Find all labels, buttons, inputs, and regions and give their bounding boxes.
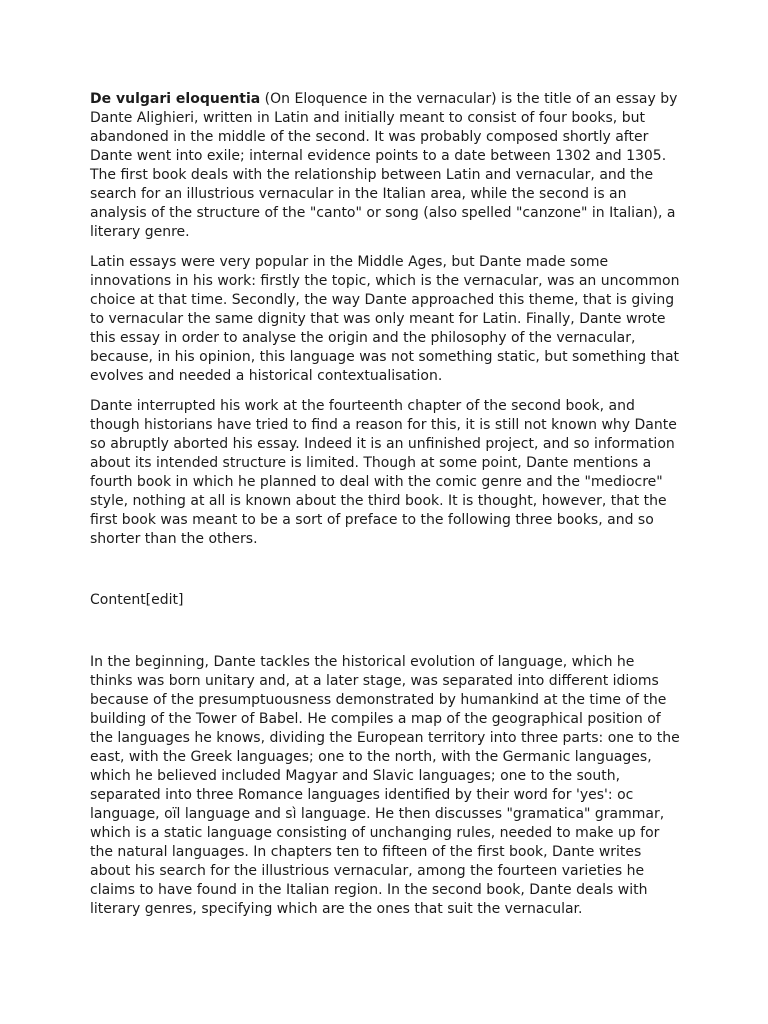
intro-title: De vulgari eloquentia — [90, 91, 261, 107]
document-page — [90, 90, 680, 930]
paragraph-unfinished: Dante interrupted his work at the fourteenth chapter of the second book, and though historians have tried to find a reason for this, it is still not known why Dante so abruptly aborted his essay. Indeed it is an unfinished project, and so information about its intended structure is limited. Though at some point, Dante mentions a fourth book in which he planned to deal with the comic genre and the "mediocre" style, nothing at all is known about the third book. It is thought, however, that the first book was meant to be a sort of preface to the following three books, and so shorter than the others. — [90, 398, 677, 547]
intro-paragraph — [90, 90, 680, 242]
paragraph-innovations: Latin essays were very popular in the Middle Ages, but Dante made some innovations in his work: firstly the topic, which is the vernacular, was an uncommon choice at that time. Secondly, the way Dante approached this theme, that is giving to vernacular the same dignity that was only meant for Latin. Finally, Dante wrote this essay in order to analyse the origin and the philosophy of the vernacular, because, in his opinion, this language was not something static, but something that evolves and needed a historical contextualisation. — [90, 254, 680, 384]
section-heading-content: Content[edit] — [90, 592, 184, 608]
paragraph-content: In the beginning, Dante tackles the historical evolution of language, which he thinks was born unitary and, at a later stage, was separated into different idioms because of the presumptuousness demonstrated by humankind at the time of the building of the Tower of Babel. He compiles a map of the geographical position of the languages he knows, dividing the European territory into three parts: one to the east, with the Greek languages; one to the north, with the Germanic languages, which he believed included Magyar and Slavic languages; one to the south, separated into three Romance languages identified by their word for 'yes': oc language, oïl language and sì language. He then discusses "gramatica" grammar, which is a static language consisting of unchanging rules, needed to make up for the natural languages. In chapters ten to fifteen of the first book, Dante writes about his search for the illustrious vernacular, among the fourteen varieties he claims to have found in the Italian region. In the second book, Dante deals with literary genres, specifying which are the ones that suit the vernacular. — [90, 654, 680, 917]
intro-text: (On Eloquence in the vernacular) is the title of an essay by Dante Alighieri, written in Latin and initially meant to consist of four books, but abandoned in the middle of the second. It was probably composed shortly after Dante went into exile; internal evidence points to a date between 1302 and 1305. The first book deals with the relationship between Latin and vernacular, and the search for an illustrious vernacular in the Italian area, while the second is an analysis of the structure of the "canto" or song (also spelled "canzone" in Italian), a literary genre. — [90, 91, 678, 240]
